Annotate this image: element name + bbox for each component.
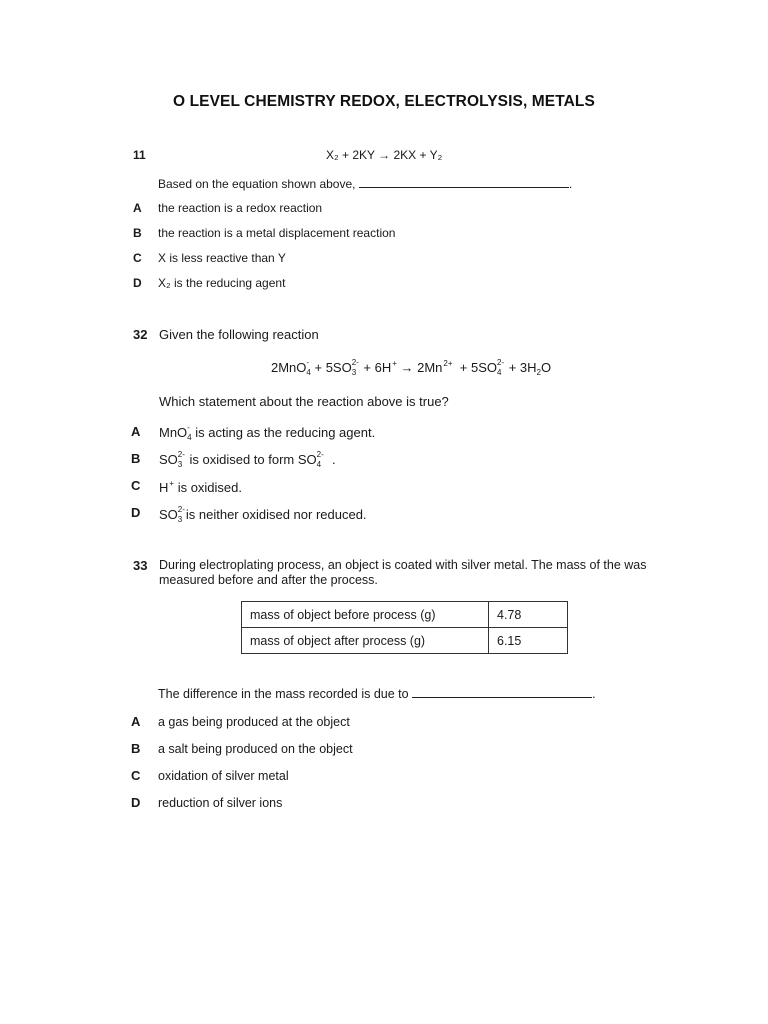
- answer-blank: [412, 685, 592, 698]
- option-text: a gas being produced at the object: [158, 715, 350, 729]
- option-text: SO $_{2- 3}$ is neither oxidised nor reduced.: [159, 505, 367, 524]
- option-letter: B: [131, 451, 141, 466]
- table-cell-value: 4.78: [489, 602, 568, 628]
- option-text: oxidation of silver metal: [158, 769, 289, 783]
- option-letter: C: [131, 768, 141, 783]
- question-stem: Given the following reaction: [159, 327, 319, 342]
- option-letter: A: [131, 714, 141, 729]
- page-title: O LEVEL CHEMISTRY REDOX, ELECTROLYSIS, METALS: [173, 93, 595, 110]
- option-text: X₂ is the reducing agent: [158, 276, 286, 290]
- question-number: 33: [133, 558, 148, 573]
- option-text: the reaction is a metal displacement reaction: [158, 226, 396, 240]
- table-row: [242, 602, 568, 628]
- option-letter: B: [133, 226, 142, 240]
- question-stem: measured before and after the process.: [159, 573, 378, 587]
- mass-table: [241, 601, 568, 654]
- table-cell-value: 6.15: [489, 628, 568, 654]
- question-number: 32: [133, 327, 148, 342]
- table-row: [242, 628, 568, 654]
- option-text: MnO $_{- 4}$ is acting as the reducing agent.: [159, 423, 376, 442]
- option-letter: A: [133, 201, 142, 215]
- option-text: SO $_{2- 3}$ is oxidised to form SO $_{2- 4}$ .: [159, 450, 336, 469]
- chemical-equation: 2MnO $_{- 4}$ + 5SO $_{2- 3} + 6H^+ \to 2Mn^{2+} + 5SO$ $_{2- 4} + 3H_2O$: [271, 358, 552, 377]
- question-prompt: Which statement about the reaction above is true?: [159, 394, 449, 409]
- option-text: H+ is oxidised.: [159, 479, 242, 495]
- option-text: a salt being produced on the object: [158, 742, 353, 756]
- option-text: reduction of silver ions: [158, 796, 283, 810]
- question-prompt: The difference in the mass recorded is due to .: [158, 687, 596, 701]
- option-letter: D: [131, 505, 141, 520]
- option-letter: C: [131, 478, 141, 493]
- question-stem: Based on the equation shown above, .: [158, 177, 573, 191]
- table-cell-label: mass of object before process (g): [242, 602, 489, 628]
- option-letter: C: [133, 251, 142, 265]
- question-number: 11: [133, 148, 146, 162]
- option-letter: D: [133, 276, 142, 290]
- option-text: the reaction is a redox reaction: [158, 201, 323, 215]
- question-stem: During electroplating process, an object is coated with silver metal. The mass of the was: [159, 558, 647, 572]
- table-cell-label: mass of object after process (g): [242, 628, 489, 654]
- option-letter: A: [131, 424, 141, 439]
- option-text: X is less reactive than Y: [158, 251, 286, 265]
- chemical-equation: X₂ + 2KY → 2KX + Y₂: [326, 148, 443, 162]
- option-letter: D: [131, 795, 141, 810]
- option-letter: B: [131, 741, 141, 756]
- answer-blank: [359, 175, 569, 188]
